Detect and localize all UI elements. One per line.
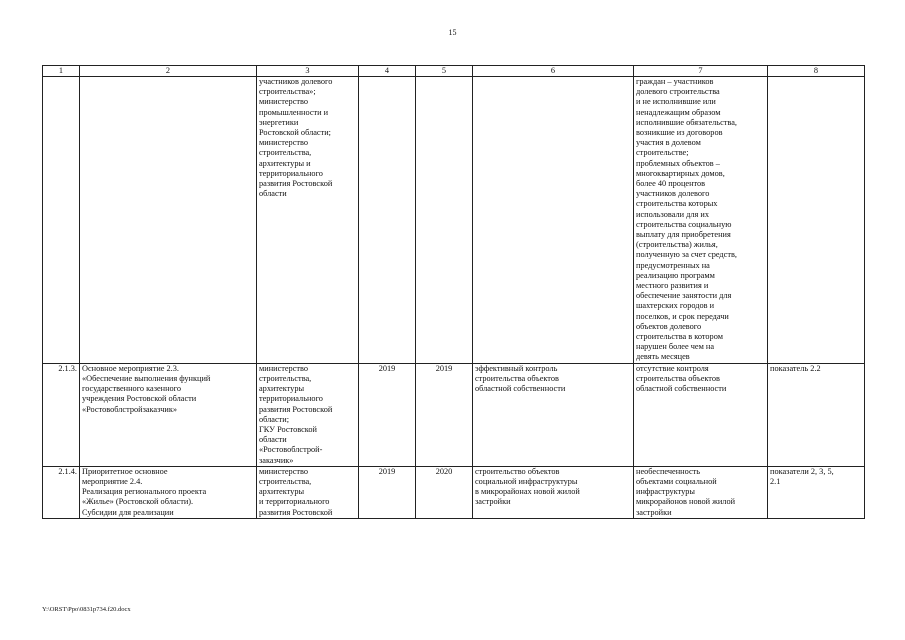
column-header: 7 [634, 66, 768, 77]
program-table [42, 65, 865, 519]
row-number: 2.1.3. [43, 363, 80, 466]
end-year: 2019 [416, 363, 473, 466]
indicator: показатели 2, 3, 5, 2.1 [768, 466, 865, 518]
column-header: 6 [473, 66, 634, 77]
row-number [43, 77, 80, 364]
table-row [43, 466, 865, 518]
executor: министерство строительства, архитектуры территориального развития Ростовской области; ГКУ Ростовской области «Ростовоблстрой- заказчик» [257, 363, 359, 466]
executor: участников долевого строительства»; министерство промышленности и энергетики Ростовской области; министерство строительства, архитектуры и территориального развития Ростовской области [257, 77, 359, 364]
expected-result: эффективный контроль строительства объектов областной собственности [473, 363, 634, 466]
table-row [43, 77, 865, 364]
consequences: необеспеченность объектами социальной инфраструктуры микрорайонов новой жилой застройки [634, 466, 768, 518]
activity-name [80, 77, 257, 364]
row-number: 2.1.4. [43, 466, 80, 518]
start-year [359, 77, 416, 364]
start-year: 2019 [359, 466, 416, 518]
indicator: показатель 2.2 [768, 363, 865, 466]
indicator [768, 77, 865, 364]
expected-result: строительство объектов социальной инфраструктуры в микрорайонах новой жилой застройки [473, 466, 634, 518]
consequences: отсутствие контроля строительства объектов областной собственности [634, 363, 768, 466]
start-year: 2019 [359, 363, 416, 466]
consequences: граждан – участников долевого строительства и не исполнившие или ненадлежащим образом исполнившие обязательства, возникшие из договоров участия в долевом строительстве; проблемных объектов – многоквартирных домов, более 40 процентов участников долевого строительства которых использовали для их строительства социальную выплату для приобретения (строительства) жилья, полученную за счет средств, предусмотренных на реализацию программ местного развития и обеспечение занятости для шахтерских городов и поселков, и срок передачи объектов долевого строительства в котором нарушен более чем на девять месяцев [634, 77, 768, 364]
column-header: 1 [43, 66, 80, 77]
table-row [43, 363, 865, 466]
activity-name: Основное мероприятие 2.3. «Обеспечение выполнения функций государственного казенного учреждения Ростовской области «Ростовоблстройзаказчик» [80, 363, 257, 466]
executor: министерство строительства, архитектуры и территориального развития Ростовской [257, 466, 359, 518]
end-year [416, 77, 473, 364]
column-header: 5 [416, 66, 473, 77]
column-header: 3 [257, 66, 359, 77]
activity-name: Приоритетное основное мероприятие 2.4. Реализация регионального проекта «Жилье» (Ростовской области). Субсидии для реализации [80, 466, 257, 518]
table-header-row [43, 66, 865, 77]
expected-result [473, 77, 634, 364]
end-year: 2020 [416, 466, 473, 518]
page-number: 15 [448, 28, 457, 37]
column-header: 8 [768, 66, 865, 77]
column-header: 2 [80, 66, 257, 77]
column-header: 4 [359, 66, 416, 77]
file-path-footer: Y:\ORST\Ppo\0831p734.f20.docx [42, 606, 131, 613]
